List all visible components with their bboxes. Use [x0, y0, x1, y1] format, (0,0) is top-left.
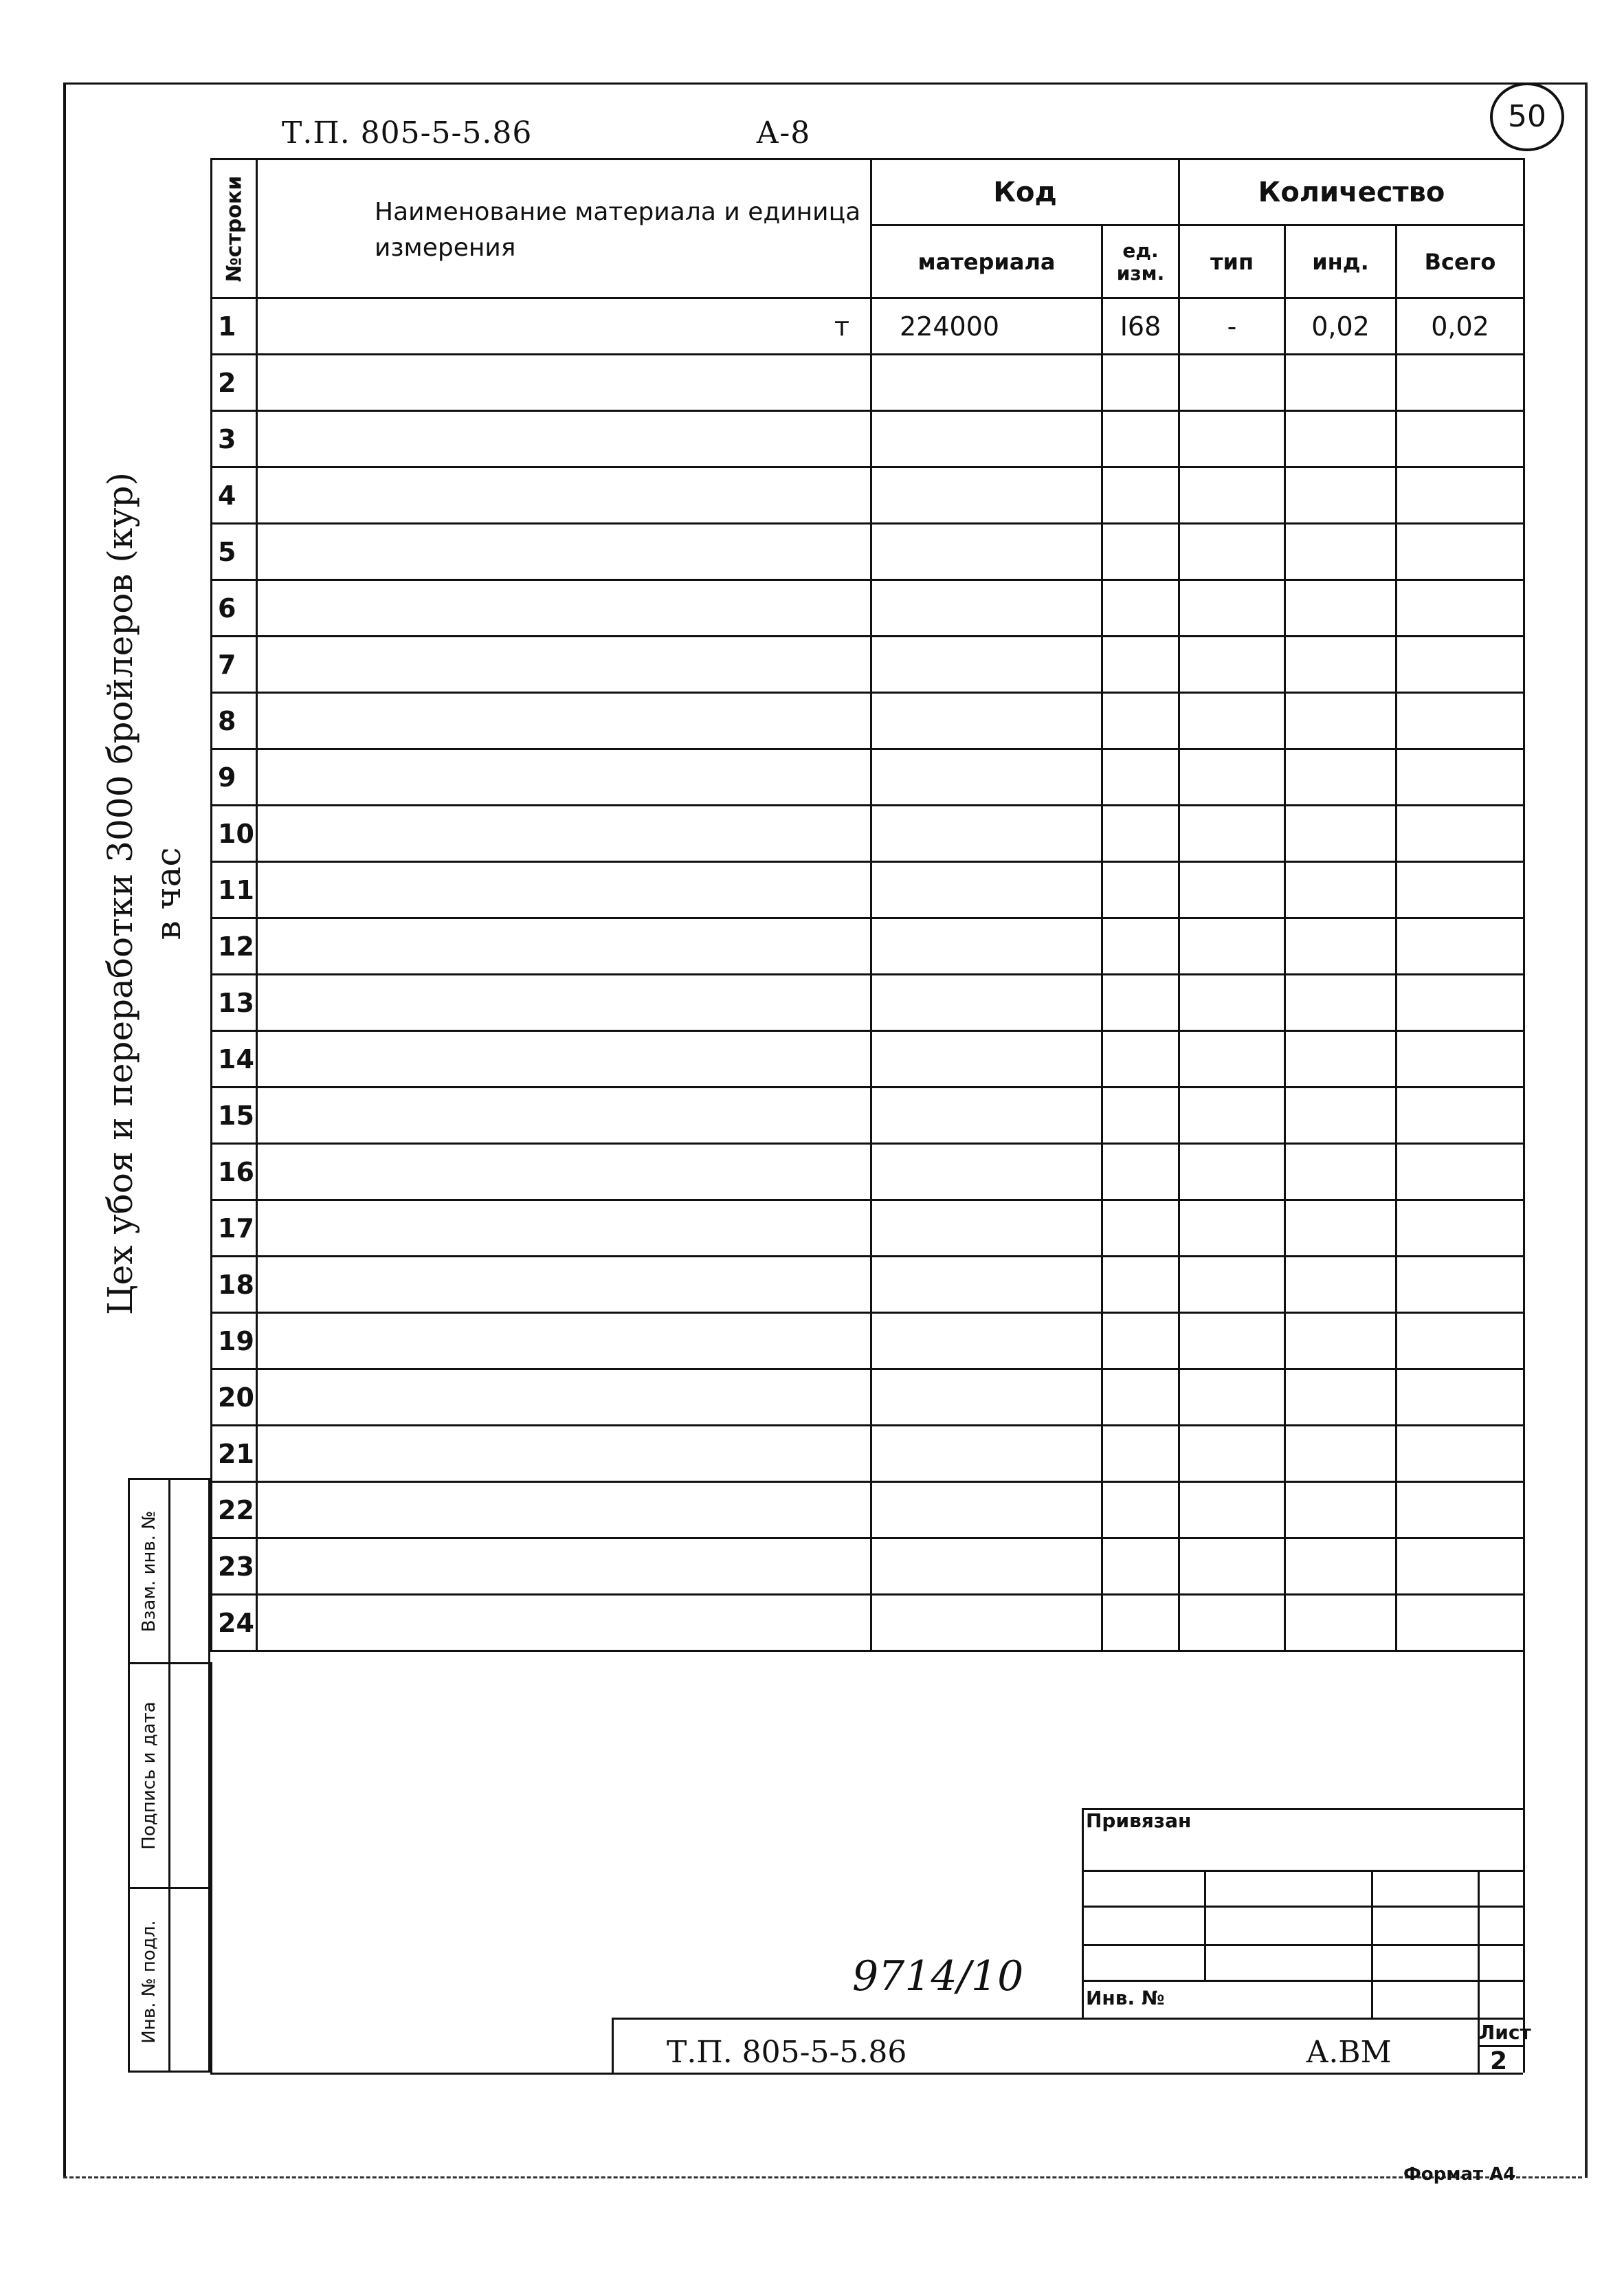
row-unit	[1102, 1482, 1179, 1538]
row-total	[1397, 806, 1524, 862]
row-name	[257, 693, 871, 749]
row-name: т	[257, 298, 871, 355]
stamp-column	[128, 1478, 210, 2073]
row-unit	[1102, 411, 1179, 467]
row-ind	[1285, 1313, 1397, 1369]
row-name	[257, 1595, 871, 1651]
tb-hline-3	[1082, 1906, 1523, 1908]
row-code	[871, 1257, 1102, 1313]
row-type	[1179, 1200, 1285, 1257]
row-ind	[1285, 918, 1397, 975]
row-total	[1397, 1031, 1524, 1088]
row-number: 19	[212, 1313, 257, 1369]
table-row	[212, 524, 1524, 580]
table-row	[212, 918, 1524, 975]
row-name	[257, 1482, 871, 1538]
header-qty-type: тип	[1179, 225, 1285, 298]
tb-hline-6	[612, 2018, 1523, 2020]
table-row	[212, 411, 1524, 467]
row-total	[1397, 411, 1524, 467]
row-ind	[1285, 975, 1397, 1031]
row-name	[257, 1088, 871, 1144]
title-block-doc-code: Т.П. 805-5-5.86	[667, 2035, 907, 2070]
row-unit	[1102, 467, 1179, 524]
row-unit	[1102, 918, 1179, 975]
row-type	[1179, 1257, 1285, 1313]
row-ind	[1285, 580, 1397, 637]
row-name	[257, 862, 871, 918]
row-name	[257, 580, 871, 637]
row-code	[871, 467, 1102, 524]
row-unit	[1102, 1257, 1179, 1313]
table-row	[212, 1482, 1524, 1538]
row-type	[1179, 975, 1285, 1031]
row-type	[1179, 749, 1285, 806]
bottom-cut-line	[63, 2176, 1582, 2178]
row-number: 20	[212, 1369, 257, 1426]
row-total	[1397, 1426, 1524, 1482]
row-type: -	[1179, 298, 1285, 355]
header-row-number: №строки	[212, 159, 257, 298]
row-unit	[1102, 637, 1179, 693]
tb-right-border	[1523, 1547, 1525, 2073]
row-code	[871, 806, 1102, 862]
row-number: 4	[212, 467, 257, 524]
row-number: 22	[212, 1482, 257, 1538]
row-code	[871, 637, 1102, 693]
row-ind	[1285, 411, 1397, 467]
title-block-album: А.ВМ	[1306, 2035, 1392, 2070]
row-type	[1179, 806, 1285, 862]
row-name	[257, 1369, 871, 1426]
row-ind	[1285, 637, 1397, 693]
row-total	[1397, 1313, 1524, 1369]
row-code	[871, 1595, 1102, 1651]
row-number: 15	[212, 1088, 257, 1144]
header-code-unit: ед. изм.	[1102, 225, 1179, 298]
row-ind	[1285, 1257, 1397, 1313]
row-code	[871, 862, 1102, 918]
row-unit: I68	[1102, 298, 1179, 355]
title-block-privyazan: Привязан	[1086, 1809, 1192, 1832]
row-ind	[1285, 1538, 1397, 1595]
row-number: 24	[212, 1595, 257, 1651]
row-unit	[1102, 1595, 1179, 1651]
row-number: 8	[212, 693, 257, 749]
row-type	[1179, 355, 1285, 411]
table-row	[212, 1313, 1524, 1369]
row-type	[1179, 524, 1285, 580]
row-number: 12	[212, 918, 257, 975]
row-ind	[1285, 1088, 1397, 1144]
row-unit	[1102, 1313, 1179, 1369]
row-type	[1179, 862, 1285, 918]
row-code	[871, 1200, 1102, 1257]
table-row	[212, 693, 1524, 749]
row-code	[871, 918, 1102, 975]
row-total: 0,02	[1397, 298, 1524, 355]
row-code	[871, 355, 1102, 411]
side-title-line1: Цех убоя и переработки 3000 бройлеров (кур)	[100, 472, 140, 1316]
table-row	[212, 1031, 1524, 1088]
row-ind	[1285, 806, 1397, 862]
row-code	[871, 1482, 1102, 1538]
row-number: 6	[212, 580, 257, 637]
row-total	[1397, 693, 1524, 749]
row-total	[1397, 355, 1524, 411]
row-type	[1179, 1595, 1285, 1651]
row-name	[257, 749, 871, 806]
row-total	[1397, 749, 1524, 806]
row-number: 14	[212, 1031, 257, 1088]
row-total	[1397, 580, 1524, 637]
title-block-list-number: 2	[1490, 2047, 1508, 2075]
row-type	[1179, 693, 1285, 749]
row-unit	[1102, 1369, 1179, 1426]
row-number: 17	[212, 1200, 257, 1257]
row-code	[871, 693, 1102, 749]
bottom-border	[210, 2073, 1523, 2075]
header-code-material: материала	[871, 225, 1102, 298]
table-row	[212, 580, 1524, 637]
table-row	[212, 467, 1524, 524]
row-name	[257, 806, 871, 862]
table-row	[212, 1426, 1524, 1482]
row-code	[871, 1538, 1102, 1595]
row-name	[257, 411, 871, 467]
row-unit	[1102, 1144, 1179, 1200]
row-number: 9	[212, 749, 257, 806]
row-unit	[1102, 806, 1179, 862]
row-total	[1397, 1144, 1524, 1200]
row-name	[257, 1257, 871, 1313]
row-type	[1179, 1313, 1285, 1369]
row-name	[257, 467, 871, 524]
table-row	[212, 355, 1524, 411]
table-row	[212, 637, 1524, 693]
row-ind	[1285, 524, 1397, 580]
row-code	[871, 411, 1102, 467]
row-unit	[1102, 749, 1179, 806]
row-name	[257, 1200, 871, 1257]
materials-table	[210, 158, 1525, 1652]
row-type	[1179, 1144, 1285, 1200]
row-total	[1397, 975, 1524, 1031]
row-type	[1179, 467, 1285, 524]
row-name	[257, 1031, 871, 1088]
row-type	[1179, 1369, 1285, 1426]
row-ind	[1285, 1482, 1397, 1538]
row-unit	[1102, 693, 1179, 749]
table-row	[212, 1088, 1524, 1144]
row-total	[1397, 918, 1524, 975]
row-code	[871, 1426, 1102, 1482]
table-row	[212, 1200, 1524, 1257]
table-row	[212, 975, 1524, 1031]
row-number: 10	[212, 806, 257, 862]
row-name	[257, 1313, 871, 1369]
row-type	[1179, 580, 1285, 637]
side-title	[96, 472, 192, 1315]
row-total	[1397, 1257, 1524, 1313]
row-number: 13	[212, 975, 257, 1031]
format-label: Формат А4	[1403, 2164, 1516, 2185]
header-qty-ind: инд.	[1285, 225, 1397, 298]
row-type	[1179, 1482, 1285, 1538]
header-material-name: Наименование материала и единица измерения	[257, 159, 871, 298]
row-ind	[1285, 1595, 1397, 1651]
row-ind	[1285, 1144, 1397, 1200]
row-code	[871, 749, 1102, 806]
row-ind	[1285, 1200, 1397, 1257]
header-doc-code: Т.П. 805-5-5.86	[282, 115, 533, 151]
row-total	[1397, 1482, 1524, 1538]
table-row	[212, 806, 1524, 862]
row-name	[257, 637, 871, 693]
row-number: 11	[212, 862, 257, 918]
row-number: 18	[212, 1257, 257, 1313]
row-code	[871, 1144, 1102, 1200]
stamp-vzam-inv: Взам. инв. №	[130, 1480, 208, 1664]
tb-vline-1	[1082, 1808, 1084, 2018]
row-number: 2	[212, 355, 257, 411]
row-ind	[1285, 1031, 1397, 1088]
row-ind	[1285, 862, 1397, 918]
row-total	[1397, 862, 1524, 918]
row-code	[871, 1031, 1102, 1088]
row-ind	[1285, 1426, 1397, 1482]
table-row	[212, 298, 1524, 355]
tb-vline-5	[612, 2018, 614, 2073]
tb-hline-2	[1082, 1870, 1523, 1872]
row-type	[1179, 1031, 1285, 1088]
row-name	[257, 975, 871, 1031]
row-code: 224000	[871, 298, 1102, 355]
stamp-inv-podl: Инв. № подл.	[139, 1920, 159, 2044]
table-row	[212, 1369, 1524, 1426]
row-number: 16	[212, 1144, 257, 1200]
row-unit	[1102, 1088, 1179, 1144]
row-code	[871, 1088, 1102, 1144]
row-number: 21	[212, 1426, 257, 1482]
side-title-line2: в час	[148, 847, 188, 940]
row-unit	[1102, 1426, 1179, 1482]
row-unit	[1102, 862, 1179, 918]
table-row	[212, 1144, 1524, 1200]
header-code: Код	[871, 159, 1179, 225]
stamp-divider	[210, 1662, 212, 2073]
row-unit	[1102, 524, 1179, 580]
row-ind: 0,02	[1285, 298, 1397, 355]
row-number: 7	[212, 637, 257, 693]
stamp-podpis-data: Подпись и дата	[130, 1664, 208, 1889]
table-row	[212, 1257, 1524, 1313]
row-unit	[1102, 1200, 1179, 1257]
row-total	[1397, 1538, 1524, 1595]
table-row	[212, 862, 1524, 918]
row-name	[257, 524, 871, 580]
row-number: 1	[212, 298, 257, 355]
row-code	[871, 524, 1102, 580]
row-name	[257, 1144, 871, 1200]
row-number: 5	[212, 524, 257, 580]
table-row	[212, 1595, 1524, 1651]
row-name	[257, 1426, 871, 1482]
row-type	[1179, 918, 1285, 975]
row-ind	[1285, 693, 1397, 749]
table-row	[212, 1538, 1524, 1595]
header-quantity: Количество	[1179, 159, 1524, 225]
tb-hline-4	[1082, 1944, 1523, 1946]
row-total	[1397, 524, 1524, 580]
header-qty-total: Всего	[1397, 225, 1524, 298]
row-unit	[1102, 1538, 1179, 1595]
row-type	[1179, 1088, 1285, 1144]
row-name	[257, 355, 871, 411]
header-sheet-code: А-8	[756, 115, 811, 151]
row-code	[871, 580, 1102, 637]
row-total	[1397, 1595, 1524, 1651]
row-code	[871, 1313, 1102, 1369]
row-number: 3	[212, 411, 257, 467]
handwritten-number: 9714/10	[852, 1952, 1024, 2000]
tb-hline-5	[1082, 1980, 1523, 1982]
row-type	[1179, 1538, 1285, 1595]
row-type	[1179, 1426, 1285, 1482]
row-type	[1179, 637, 1285, 693]
row-total	[1397, 637, 1524, 693]
row-ind	[1285, 467, 1397, 524]
row-total	[1397, 467, 1524, 524]
tb-vline-2	[1204, 1870, 1206, 1980]
row-ind	[1285, 749, 1397, 806]
row-code	[871, 1369, 1102, 1426]
row-type	[1179, 411, 1285, 467]
page-number-badge: 50	[1490, 82, 1564, 151]
row-unit	[1102, 975, 1179, 1031]
row-code	[871, 975, 1102, 1031]
row-ind	[1285, 355, 1397, 411]
row-total	[1397, 1200, 1524, 1257]
title-block-list-label: Лист	[1479, 2021, 1531, 2044]
row-total	[1397, 1369, 1524, 1426]
row-name	[257, 918, 871, 975]
row-total	[1397, 1088, 1524, 1144]
row-number: 23	[212, 1538, 257, 1595]
title-block-inv-no: Инв. №	[1086, 1987, 1165, 2009]
table-row	[212, 749, 1524, 806]
row-name	[257, 1538, 871, 1595]
row-unit	[1102, 580, 1179, 637]
row-unit	[1102, 1031, 1179, 1088]
row-unit	[1102, 355, 1179, 411]
row-ind	[1285, 1369, 1397, 1426]
